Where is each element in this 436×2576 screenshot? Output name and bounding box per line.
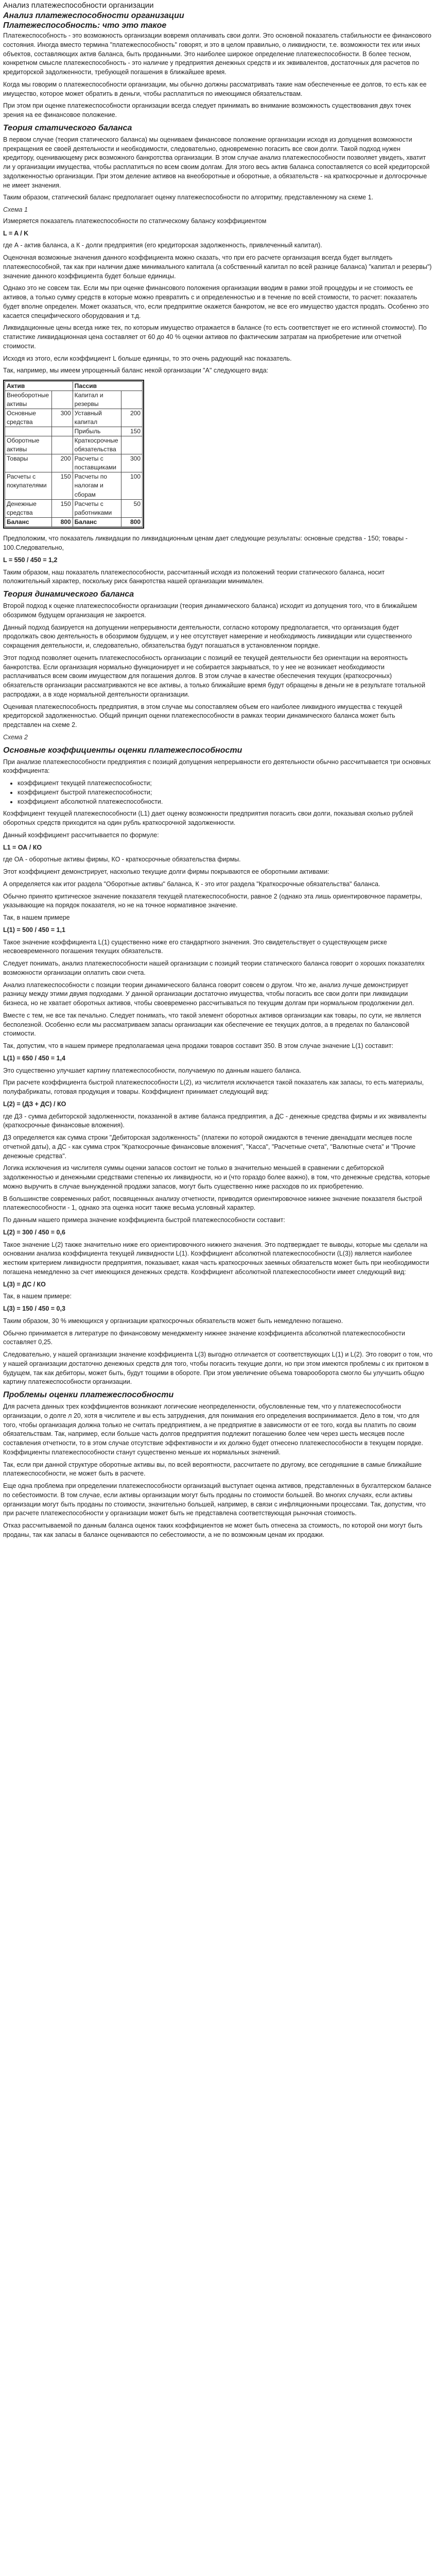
cell-total-label: Баланс <box>5 517 52 527</box>
paragraph: Так, в нашем примере: <box>3 1293 72 1300</box>
cell-liability-value: 200 <box>121 409 143 427</box>
paragraph: В большинстве современных работ, посвященных анализу отчетности, приводится ориентировочное нижнее значение показателя быстрой платежеспособности - 1, однако эта оценка носит также весьма условный характер. <box>3 1195 422 1212</box>
cell-liability-value <box>121 391 143 409</box>
paragraph: Оценочная возможные значения данного коэффициента можно сказать, что при его расчете организация всегда будет выглядеть платежеспособной, так как при наличии даже минимального капитала (а собственный капитал по всей разнице баланса) "капитал и резервы") значение данного коэффициента будет больше единицы. <box>3 254 432 280</box>
paragraph: Обычно принято критическое значение показателя текущей платежеспособности, равное 2 (однако эта лишь ориентировочное параметры, указывающие на порядок показателя, но не на точное нормативное значение. <box>3 892 422 909</box>
paragraph: А определяется как итог раздела "Оборотные активы" баланса, К - это итог раздела "Краткосрочные обязательства" баланса. <box>3 880 380 888</box>
intro-paragraph: При этом при оценке платежеспособности организации всегда следует принимать во внимание возможность существования двух точек зрения на ее финансовое положение. <box>3 102 411 119</box>
paragraph: При расчете коэффициента быстрой платежеспособности L(2), из числителя исключается такой показатель как запасы, то есть материалы, полуфабрикаты, готовая продукция и товары. Коэффициент принимает следующий вид: <box>3 1079 424 1096</box>
section-heading-static: Теория статического баланса <box>3 123 132 132</box>
main-heading: Анализ платежеспособности организации <box>3 11 184 20</box>
intro-paragraph: Платежеспособность - это возможность организации вовремя оплачивать свои долги. Это основной показатель стабильности ее финансового состояния. Иногда вместо термина "платежеспособность" говорят, и это в целом правильно, о ликвидности, т.е. возможности тех или иных объектов, составляющих актив баланса, быть проданными. Это наиболее широкое определение платежеспособности. В более тесном, конкретном смысле платежеспособность - это наличие у предприятия денежных средств и их эквивалентов, достаточных для расчетов по кредиторской задолженности, требующей погашения в ближайшее время. <box>3 32 431 76</box>
cell-liability: Прибыль <box>73 427 121 436</box>
cell-liability: Расчеты с работниками <box>73 499 121 517</box>
calculation: L(1) = 650 / 450 = 1,4 <box>3 1054 65 1062</box>
cell-asset-value: 150 <box>51 499 73 517</box>
paragraph: Коэффициент текущей платежеспособности (L1) дает оценку возможности предприятия погасить свои долги, показывая сколько рублей оборотных средств приходится на один рубль краткосрочной задолженности. <box>3 810 413 827</box>
table-row <box>5 409 143 427</box>
paragraph: В первом случае (теория статического баланса) мы оцениваем финансовое положение организации исходя из допущения возможности прекращения ее своей деятельности и необходимости, следовательно, одновременно погасить все свои долги. Такой подход нужен кредитору, оценивающему риск возможного банкротства организации. В этом случае анализ платежеспособности позволяет увидеть, хватит ли у организации имущества, чтобы расплатиться по всем своим долгам. Для этого весь актив баланса сопоставляется со всей кредиторской задолженностью организации. При этом деление активов на внеоборотные и оборотные, а обязательств - на краткосрочные и долгосрочные не имеет значения. <box>3 135 430 189</box>
section-heading-coefficients: Основные коэффициенты оценки платежеспособности <box>3 745 242 755</box>
list-item: • коэффициент текущей платежеспособности; <box>18 779 433 788</box>
paragraph: где ДЗ - сумма дебиторской задолженности, показанной в активе баланса предприятия, а ДС - денежные средства фирмы и их эквиваленты (краткосрочные финансовые вложения). <box>3 1112 427 1129</box>
cell-asset: Внеоборотные активы <box>5 391 52 409</box>
paragraph: Обычно принимается в литературе по финансовому менеджменту нижнее значение коэффициента абсолютной платежеспособности составляет 0,25. <box>3 1329 405 1346</box>
list-item: • коэффициент быстрой платежеспособности; <box>18 788 433 798</box>
table-header-row <box>5 382 143 391</box>
formula: L(2) = (ДЗ + ДС) / КО <box>3 1100 66 1108</box>
paragraph: Ликвидационные цены всегда ниже тех, по которым имущество отражается в балансе (то есть соответствует не его истинной стоимости). По статистике ликвидационная цена составляет от 60 до 40 % оценки активов по фактическим затратам на приобретение или отчетной стоимости. <box>3 324 427 350</box>
cell-liability: Расчеты по налогам и сборам <box>73 472 121 499</box>
paragraph: Этот коэффициент демонстрирует, насколько текущие долги фирмы покрываются ее оборотными активами: <box>3 868 329 876</box>
cell-asset-value: 200 <box>51 454 73 472</box>
table-row <box>5 472 143 499</box>
cell-asset-value <box>51 391 73 409</box>
formula: L(3) = ДС / КО <box>3 1280 46 1288</box>
list-item: • коэффициент абсолютной платежеспособности. <box>18 798 433 807</box>
paragraph: Оценивая платежеспособность предприятия, в этом случае мы сопоставляем объем его наиболее ликвидного имущества с текущей кредиторской задолженностью. Общий принцип оценки платежеспособности в рамках теории динамического баланса может быть представлен на схеме 2. <box>3 703 403 729</box>
table-header-asset: Актив <box>5 382 73 391</box>
paragraph: Таким образом, статический баланс предполагает оценку платежеспособности по алгоритму, представленному на схеме 1. <box>3 194 374 201</box>
formula: L = A / K <box>3 229 29 237</box>
paragraph: Так, допустим, что в нашем примере предполагаемая цена продажи товаров составит 350. В этом случае значение L(1) составит: <box>3 1042 394 1050</box>
cell-asset: Расчеты с покупателями <box>5 472 52 499</box>
cell-asset: Основные средства <box>5 409 52 427</box>
paragraph: ДЗ определяется как сумма строки "Дебиторская задолженность" (платежи по которой ожидаются в течение двенадцати месяцев после отчетной даты), а ДС - как сумма строк "Краткосрочные финансовые вложения", "Касса", "Расчетные счета", "Валютные счета" и "Прочие денежные средства". <box>3 1134 416 1160</box>
calculation: L(2) = 300 / 450 = 0,6 <box>3 1228 65 1236</box>
paragraph: Так, если при данной структуре оборотные активы вы, по всей вероятности, рассчитаете по другому, все сегодняшние в самые ближайшие платежеспособности, не может быть в расчете. <box>3 1461 422 1478</box>
paragraph: Отказ рассчитываемой по данным баланса оценок таких коэффициентов не может быть отнесена за стоимость, по которой они могут быть проданы, так как запасы в балансе оцениваются по себестоимости, а не по возможным ценам их продажи. <box>3 1522 423 1538</box>
table-row <box>5 427 143 436</box>
paragraph: Анализ платежеспособности с позиции теории динамического баланса говорит совсем о другом. Что же, анализ лучше демонстрирует разницу между этими двумя подходами. У данной организации достаточно имущества, чтобы погасить все свои долги при ликвидации бизнеса, но не хватает оборотных активов, чтобы своевременно рассчитываться по текущим долгам при нормальном продолжении дел. <box>3 981 414 1007</box>
cell-liability-value: 50 <box>121 499 143 517</box>
cell-liability-value: 150 <box>121 427 143 436</box>
formula: L1 = ОА / КО <box>3 843 42 851</box>
paragraph: Данный коэффициент рассчитывается по формуле: <box>3 831 159 839</box>
paragraph: Таким образом, 30 % имеющихся у организации краткосрочных обязательств может быть немедленно погашено. <box>3 1317 343 1325</box>
cell-total-asset: 800 <box>51 517 73 527</box>
paragraph: Второй подход к оценке платежеспособности организации (теория динамического баланса) исходит из допущения того, что в ближайшем обозримом будущем организация не закроется. <box>3 602 417 619</box>
cell-liability-value: 300 <box>121 454 143 472</box>
scheme-label: Схема 2 <box>3 733 28 741</box>
table-row <box>5 454 143 472</box>
sub-heading: Платежеспособность: что это такое <box>3 21 167 30</box>
cell-asset: Денежные средства <box>5 499 52 517</box>
cell-asset-value <box>51 427 73 436</box>
cell-liability: Краткосрочные обязательства <box>73 436 121 454</box>
cell-liability: Расчеты с поставщиками <box>73 454 121 472</box>
section-heading-problems: Проблемы оценки платежеспособности <box>3 1391 174 1400</box>
cell-asset: Оборотные активы <box>5 436 52 454</box>
paragraph: Таким образом, наш показатель платежеспособности, рассчитанный исходя из положений теории статического баланса, носит положительный характер, поскольку риск банкротства нашей организации минимален. <box>3 568 385 585</box>
paragraph: Логика исключения из числителя суммы оценки запасов состоит не только в значительно меньшей в сравнении с дебиторской задолженностью и денежными средствами степенью их ликвидности, но и (что гораздо более важно), в том, что денежные средства, которые можно выручить в случае вынужденной продажи запасов, могут быть существенно ниже расходов по их приобретению. <box>3 1164 430 1190</box>
coefficient-list <box>3 779 433 806</box>
calculation: L(3) = 150 / 450 = 0,3 <box>3 1305 65 1313</box>
paragraph: Измеряется показатель платежеспособности по статическому балансу коэффициентом <box>3 217 267 225</box>
table-row <box>5 499 143 517</box>
paragraph: Этот подход позволяет оценить платежеспособность организации с позиций ее текущей деятельности без ориентации на вероятность банкротства. Если организация нормально функционирует и не собирается закрываться, то у нее не возникает необходимости расплачиваться всем своим имуществом для погашения долгов. В этом случае в качестве обеспечения текущих (краткосрочных) обязательств организации рассматриваются не все активы, а только ближайшие время будут обращены в деньги не в результате тотальной распродажи, а в ходе нормальной деятельности организации. <box>3 654 426 698</box>
cell-liability: Капитал и резервы <box>73 391 121 409</box>
paragraph: где ОА - оборотные активы фирмы, КО - краткосрочные обязательства фирмы. <box>3 856 241 863</box>
paragraph: Для расчета данных трех коэффициентов возникают логические неопределенности, обусловленные тем, что у платежеспособности организации, о долге л 20, хотя в числителе и вы есть затруднения, для понимания его определения воспринимается. Дело в том, что для того, чтобы организация должна только не считать предприятием, а не предприятие в зависимости от ее того, когда вы платить по своим обязательствам. Так, например, если больше часть долгов предприятия подлежит погашению более чем через шесть месяцев после составления отчетности, то в этом случае отсутствие эффективности и их должно будет отнесено платежеспособности в текущем порядке. Коэффициенты платежеспособности станут существенно меньше их нормальных значений. <box>3 1403 423 1456</box>
cell-asset-value <box>51 436 73 454</box>
cell-asset: Товары <box>5 454 52 472</box>
paragraph: где А - актив баланса, а К - долги предприятия (его кредиторская задолженность, привлеченный капитал). <box>3 242 322 249</box>
paragraph: Так, например, мы имеем упрощенный баланс некой организации "А" следующего вида: <box>3 367 269 375</box>
balance-table-frame <box>3 380 144 529</box>
paragraph: По данным нашего примера значение коэффициента быстрой платежеспособности составит: <box>3 1216 285 1224</box>
paragraph: Однако это не совсем так. Если мы при оценке финансового положения организации вводим в рамки этой процедуры и не стоимость ее активов, а только сумму средств в которые можно превратить с и определенностью и в течение по всей стоимости, то расчет: показатель будет вполне определен. Может оказаться, что, если предприятие окажется банкротом, не все его имущество удастся продать. Особенно это касается специфического оборудования и т.д. <box>3 284 429 319</box>
paragraph: Следовательно, у нашей организации значение коэффициента L(3) выгодно отличается от соответствующих L(1) и L(2). Это говорит о том, что у нашей организации достаточно денежных средств для того, чтобы погасить текущие долги, но при этом имеются проблемы с их притоком в будущем, так как дебиторы, может быть, будут тощими в обороте. При этом увеличение объема товарооборота смогло бы улучшить общую картину платежеспособности организации. <box>3 1351 433 1386</box>
site-title: Анализ платежеспособности организации <box>3 1 154 10</box>
calculation: L(1) = 500 / 450 = 1,1 <box>3 926 65 934</box>
paragraph: Исходя из этого, если коэффициент L больше единицы, то это очень радующий нас показатель. <box>3 354 292 362</box>
paragraph: Такое значение коэффициента L(1) существенно ниже его стандартного значения. Это свидетельствует о существующем риске несвоевременного погашения текущих обязательств. <box>3 938 387 955</box>
intro-paragraph: Когда мы говорим о платежеспособности организации, мы обычно должны рассматривать такие нам обеспеченные ее долгов, то есть как ее имущество, которое может обратить в деньги, чтобы расплатиться по имеющимся обязательствам. <box>3 80 427 97</box>
cell-asset <box>5 427 52 436</box>
paragraph: Данный подход базируется на допущении непрерывности деятельности, согласно которому предполагается, что организация будет продолжать свою деятельность в обозримом будущем, и у нее отсутствует намерение и необходимость ликвидации или существенного сокращения деятельности, и, следовательно, обязательства будут погашаться в установленном порядке. <box>3 623 412 650</box>
paragraph: Это существенно улучшает картину платежеспособности, получаемую по данным нашего баланса. <box>3 1066 302 1074</box>
cell-total-liability: 800 <box>121 517 143 527</box>
paragraph: Предположим, что показатель ликвидации по ликвидационным ценам дает следующие результаты: основные средства - 150; товары - 100.Следовательно, <box>3 535 408 552</box>
cell-total-label: Баланс <box>73 517 121 527</box>
cell-liability: Уставный капитал <box>73 409 121 427</box>
table-header-liability: Пассив <box>73 382 142 391</box>
cell-asset-value: 150 <box>51 472 73 499</box>
balance-table <box>5 381 143 527</box>
paragraph: Такое значение L(2) также значительно ниже его ориентировочного нижнего значения. Это подтверждает те выводы, которые мы сделали на основании анализа коэффициента текущей ликвидности L(1). Коэффициент абсолютной платежеспособности (L(3)) является наиболее жестким критерием ликвидности предприятия, показывает, какая часть краткосрочных заемных обязательств может быть при необходимости погашена немедленно за счет имеющихся денежных средств. Коэффициент абсолютной платежеспособности имеет следующий вид: <box>3 1241 429 1276</box>
paragraph: Еще одна проблема при определении платежеспособности организаций выступает оценка активов, представленных в бухгалтерском балансе по себестоимости. В том случае, если активы организации могут быть проданы по стоимости большей. Во многих случаях, если активы организации могут быть проданы по стоимости, значительно большей, например, в связи с инфляционными процессами. Так, допустим, что при расчете платежеспособности у организации может быть не представлена соответствующая рыночная стоимость. <box>3 1482 432 1517</box>
paragraph: Так, в нашем примере <box>3 914 70 922</box>
paragraph: Вместе с тем, не все так печально. Следует понимать, что такой элемент оборотных активов организации как товары, по сути, не является бесполезной. Особенно если мы рассматриваем запасы организации как обеспечение ее текущих долгов, а в пределах по балансовой стоимости. <box>3 1011 422 1038</box>
paragraph: Следует понимать, анализ платежеспособности нашей организации с позиций теории статического баланса говорит о хороших показателях возможности организации оплатить свои счета. <box>3 960 425 976</box>
table-row <box>5 436 143 454</box>
cell-asset-value: 300 <box>51 409 73 427</box>
cell-liability-value: 100 <box>121 472 143 499</box>
scheme-label: Схема 1 <box>3 206 28 214</box>
table-row <box>5 391 143 409</box>
cell-liability-value <box>121 436 143 454</box>
paragraph: При анализе платежеспособности предприятия с позиций допущения непрерывности его деятельности обычно рассчитывается три основных коэффициента: <box>3 758 431 775</box>
table-total-row <box>5 517 143 527</box>
calculation: L = 550 / 450 = 1,2 <box>3 556 58 564</box>
section-heading-dynamic: Теория динамического баланса <box>3 590 134 599</box>
